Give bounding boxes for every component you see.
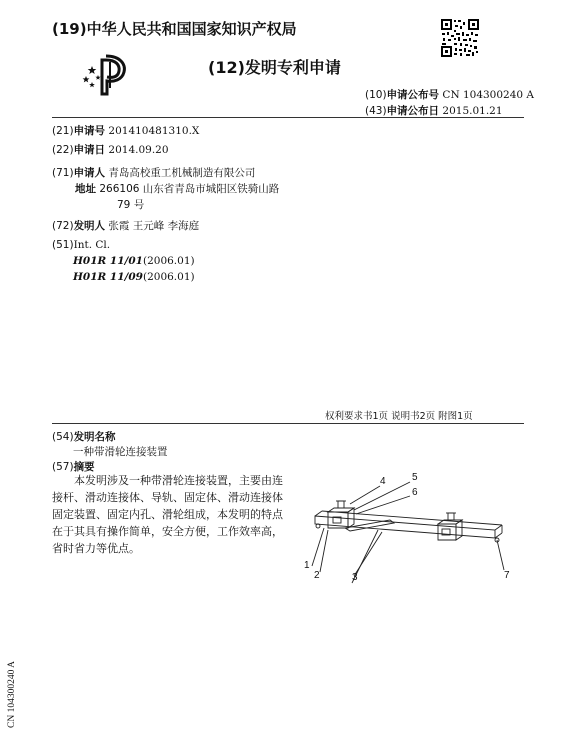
- page-counts: 权利要求书1页 说明书2页 附图1页: [325, 411, 473, 422]
- leader-3: [354, 532, 382, 576]
- body-divider: [52, 423, 524, 424]
- fixing-bolt-right: [448, 513, 454, 520]
- guide-rail-top-left: [315, 511, 322, 516]
- intcl-entry-2: [73, 271, 195, 283]
- sipo-logo: [80, 52, 130, 96]
- device-drawing: [290, 468, 520, 588]
- app-date-value: 2014.09.20: [108, 144, 169, 156]
- invention-title: 一种带滑轮连接装置: [73, 446, 168, 458]
- intcl-entry-1: [73, 255, 195, 267]
- publication-number-row: [365, 87, 534, 102]
- intcl-2-date: (2006.01): [142, 271, 195, 283]
- intcl-row: [52, 239, 110, 251]
- side-publication-number: CN 104300240 A: [7, 660, 17, 728]
- address-value: 266106 山东省青岛市城阳区铁骑山路: [99, 183, 280, 195]
- inventor-label: 发明人: [73, 220, 106, 232]
- app-no-code: (21): [52, 125, 74, 137]
- pub-no-code: (10): [365, 89, 387, 101]
- applicant-row: [52, 165, 255, 180]
- fig-label-6: 6: [412, 487, 418, 498]
- applicant-label: 申请人: [73, 167, 106, 179]
- fig-label-7: 7: [504, 570, 510, 581]
- header-divider: [52, 117, 524, 118]
- pub-date-value: 2015.01.21: [442, 105, 503, 117]
- address-continued: 79 号: [117, 199, 145, 211]
- office-header: [52, 18, 297, 39]
- title-code: (54): [52, 431, 74, 443]
- pub-no-label: 申请公布号: [386, 89, 440, 101]
- address-label: 地址: [75, 183, 96, 195]
- intcl-code: (51): [52, 239, 74, 251]
- inventor-code: (72): [52, 220, 74, 232]
- intcl-1-code: H01R 11/01: [73, 255, 143, 267]
- office-code: (19): [52, 20, 87, 38]
- fig-label-1: 1: [304, 560, 310, 571]
- abstract-code: (57): [52, 461, 74, 473]
- abstract-label: 摘要: [73, 461, 95, 473]
- abstract-text: 本发明涉及一种带滑轮连接装置，主要由连接杆、滑动连接体、导轨、固定体、滑动连接体固定装置、固定内孔、滑轮组成，本发明的特点在于其具有操作简单，安全方便，工作效率高，省时省力等优点。: [52, 474, 283, 555]
- publication-date-row: [365, 103, 503, 118]
- fixing-bolt-left: [338, 501, 344, 508]
- app-date-label: 申请日: [73, 144, 106, 156]
- application-number-row: [52, 123, 199, 138]
- document-type: [208, 55, 341, 78]
- title-label: 发明名称: [73, 431, 116, 443]
- qr-code-icon: [440, 18, 480, 58]
- fig-label-2: 2: [314, 570, 320, 581]
- pub-date-label: 申请公布日: [386, 105, 440, 117]
- guide-rail-top-edge: [322, 511, 502, 525]
- applicant-code: (71): [52, 167, 74, 179]
- address-row: [75, 181, 279, 196]
- applicant-value: 青岛高校重工机械制造有限公司: [108, 167, 256, 179]
- app-date-code: (22): [52, 144, 74, 156]
- inventor-row: [52, 218, 199, 233]
- intcl-2-code: H01R 11/09: [73, 271, 143, 283]
- application-date-row: [52, 142, 169, 157]
- fig-label-5: 5: [412, 472, 418, 483]
- invention-title-heading: [52, 429, 116, 444]
- inventor-value: 张霞 王元峰 李海庭: [108, 220, 200, 232]
- fig-label-3: 3: [352, 572, 358, 583]
- app-no-value: 201410481310.X: [108, 125, 200, 137]
- leader-7: [497, 540, 504, 570]
- app-no-label: 申请号: [73, 125, 106, 137]
- pub-no-value: CN 104300240 A: [442, 89, 535, 101]
- leader-4: [350, 486, 380, 504]
- guide-rail: [315, 516, 495, 538]
- fig-label-4: 4: [380, 476, 386, 487]
- guide-rail-top-right: [495, 525, 502, 530]
- intcl-1-date: (2006.01): [142, 255, 195, 267]
- pub-date-code: (43): [365, 105, 387, 117]
- doc-type-label: 发明专利申请: [244, 58, 341, 77]
- doc-type-code: (12): [208, 58, 245, 77]
- office-name: 中华人民共和国国家知识产权局: [86, 20, 297, 38]
- intcl-label: Int. Cl.: [73, 239, 111, 251]
